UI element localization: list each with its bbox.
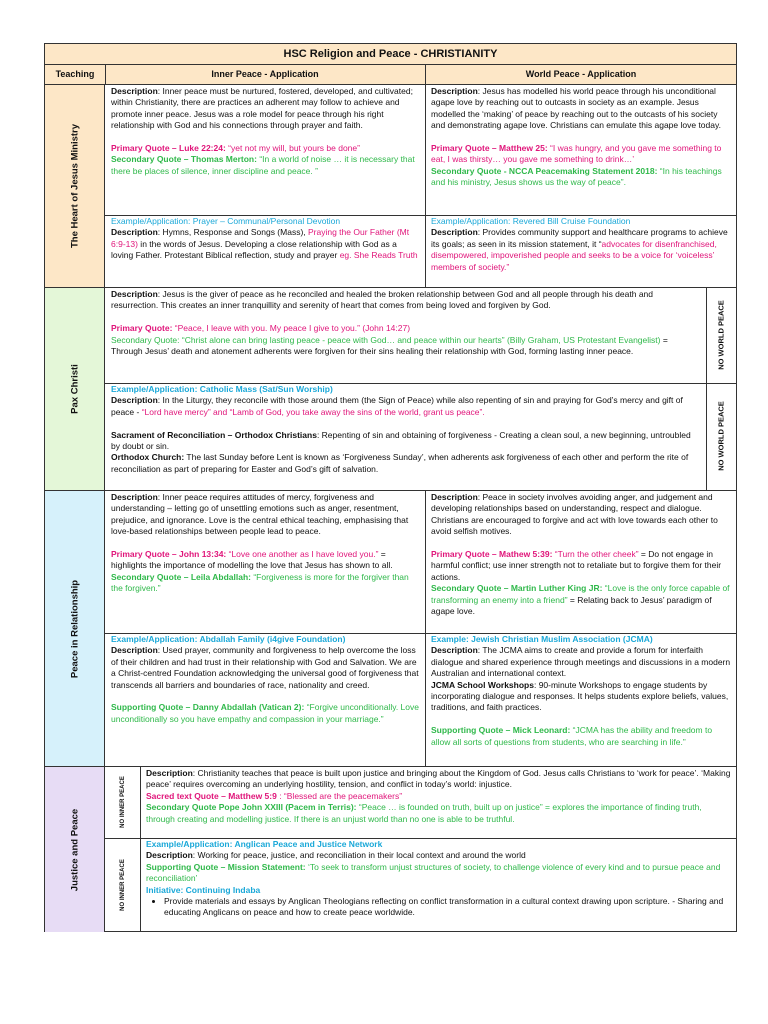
label: Description bbox=[431, 227, 478, 238]
label: Description bbox=[431, 492, 478, 502]
label: Description bbox=[111, 395, 158, 406]
document-table bbox=[44, 43, 737, 932]
label: Example/Application bbox=[111, 216, 189, 226]
label: Description bbox=[111, 645, 158, 656]
text: = Through Jesus’ death and atonement adherents were forgiven for their sins healing their relationship with God, forming lasting inner peace. bbox=[111, 334, 668, 357]
no-world-peace-note: NO WORLD PEACE bbox=[716, 401, 726, 471]
relationship-inner-cell bbox=[106, 492, 425, 595]
section-pax bbox=[45, 287, 736, 490]
quote: Secondary Quote: “Christ alone can bring lasting peace - peace with God… and peace within our hearts” (Billy Graham, US Protestant Evangelist) bbox=[111, 334, 661, 345]
quote-label: Primary Quote – John 13:34: bbox=[111, 549, 227, 560]
label: Description bbox=[111, 227, 158, 238]
quote: : “Blessed are the peacemakers” bbox=[276, 790, 403, 801]
no-inner-peace-note: NO INNER PEACE bbox=[120, 776, 126, 828]
example-title: : Prayer – Communal/Personal Devotion bbox=[188, 216, 341, 226]
quote: “In a world of noise … it is necessary that there be places of silence, inner discipline and peace. ” bbox=[111, 154, 415, 176]
text: The last Sunday before Lent is known as ‘Forgiveness Sunday’, when adherents ask forgiveness of each other and perform the rite of reconciliation as part of preparing for Easter and God’s gift of salvation. bbox=[111, 452, 689, 474]
example-title: Example/Application: Abdallah Family (i4give Foundation) bbox=[111, 634, 346, 644]
label: Description bbox=[146, 768, 193, 778]
text: : Hymns, Response and Songs (Mass), bbox=[157, 227, 308, 238]
quote: “Peace, I leave with you. My peace I give to you.” (John 14:27) bbox=[172, 323, 411, 334]
text: = Relating back to Jesus’ paradigm of agape love. bbox=[431, 594, 712, 617]
description: : Jesus is the giver of peace as he reconciled and healed the broken relationship between God and all people through his death and resurrection. This creates an inner tranquillity and serenity of heart that comes from being loved and forgiven by God. bbox=[111, 289, 653, 311]
side-label-pax-text: Pax Christi bbox=[69, 364, 80, 414]
label: Description bbox=[431, 645, 478, 656]
relationship-world-example bbox=[426, 634, 736, 748]
quote-label: Primary Quote: bbox=[111, 323, 173, 334]
label: Description bbox=[111, 492, 158, 502]
quote-label: Secondary Quote - NCCA Peacemaking Statement 2018: bbox=[431, 165, 658, 176]
text: : Working for peace, justice, and reconciliation in their local context and around the world bbox=[192, 850, 526, 861]
label: Description bbox=[111, 86, 158, 96]
example-title: : Revered Bill Cruise Foundation bbox=[508, 216, 631, 226]
side-label-justice bbox=[45, 767, 105, 932]
pax-bottom-cell bbox=[106, 384, 706, 475]
label: Orthodox Church: bbox=[111, 452, 185, 463]
text: : In the Liturgy, they reconcile with those around them (the Sign of Peace) while also repenting of sin and praying for God’s mercy and gift of peace - bbox=[111, 395, 683, 417]
quote: “JCMA has the ability and freedom to allow all sorts of questions from students, who are searching in life.” bbox=[431, 725, 713, 747]
quote-label: Supporting Quote – Mission Statement: bbox=[146, 861, 306, 872]
description: : Christianity teaches that peace is built upon justice and bringing about the Kingdom of God. Jesus calls Christians to ‘work for peace’. ‘Making peace’ requires overcoming an underlying hostility, tension, and conflict in today’s world: injustice. bbox=[146, 768, 731, 790]
quote: ‘To seek to transform unjust structures of society, to challenge violence of every kind and to pursue peace and reconciliation’ bbox=[146, 861, 721, 884]
description: : Inner peace requires attitudes of mercy, forgiveness and understanding – letting go of unsettling emotions such as anger, resentment, prejudice, and ignorance. Love is the central ethical teaching, emphasising that love-based relationships between people lead to peace. bbox=[111, 492, 409, 537]
text: Praying the Our Father (Mt 6:9-13) bbox=[111, 227, 410, 249]
header-inner-peace: Inner Peace - Application bbox=[105, 65, 426, 84]
list-item: • Provide materials and essays by Anglican Theologians reflecting on conflict transformation in a cultural context drawing upon scripture. - Sharing and educating Anglicans on peace and how to create peace worldwide. bbox=[164, 896, 731, 919]
heart-world-cell bbox=[426, 86, 736, 189]
side-label-heart bbox=[45, 85, 105, 287]
side-label-relationship bbox=[45, 491, 105, 766]
side-label-relationship-text: Peace in Relationship bbox=[69, 579, 80, 678]
quote-label: Primary Quote – Matthew 25: bbox=[431, 143, 548, 154]
side-label-heart-text: The Heart of Jesus Ministry bbox=[69, 123, 80, 249]
quote: “yet not my will, but yours be done” bbox=[225, 143, 360, 154]
text: “Lord have mercy” and “Lamb of God, you take away the sins of the world, grant us peace”. bbox=[141, 406, 485, 417]
label: JCMA School Workshops bbox=[431, 679, 534, 690]
example-title: Example/Application: Catholic Mass (Sat/Sun Worship) bbox=[111, 384, 333, 394]
text: : 90-minute Workshops to engage students by incorporating dialogue and responses. It helps students explore beliefs, values, traditions, and faith practices. bbox=[431, 679, 729, 713]
label: Example/Application bbox=[431, 216, 509, 226]
example-title: Example: Jewish Christian Muslim Association (JCMA) bbox=[431, 634, 653, 644]
description: : Jesus has modelled his world peace through his unconditional agape love by reaching out to outcasts in society as an example. Jesus modelled the ‘making’ of peace by reaching out to the outcasts of his society and demonstrating agape love. Christians can emulate this agape love today. bbox=[431, 86, 721, 131]
quote-label: Secondary Quote Pope John XXIII (Pacem in Terris): bbox=[146, 802, 357, 813]
quote-label: Secondary Quote – Thomas Merton: bbox=[111, 154, 257, 165]
label: Description bbox=[431, 86, 478, 96]
quote-label: Supporting Quote – Danny Abdallah (Vatican 2): bbox=[111, 702, 305, 713]
text: : The JCMA aims to create and provide a forum for interfaith dialogue and shared experience through meetings and discussions in a modern Australian and international context. bbox=[431, 645, 731, 679]
initiative-list bbox=[146, 896, 731, 919]
description: : Inner peace must be nurtured, fostered, developed, and cultivated; within Christianity, there are practices an adherent may follow to achieve and promote inner peace. Jesus was a role model for peace through his right relationship with God and his connections through prayer and faith. bbox=[111, 86, 413, 131]
side-label-justice-text: Justice and Peace bbox=[69, 808, 80, 891]
label: Sacrament of Reconciliation – Orthodox Christians bbox=[111, 429, 317, 440]
quote: “Peace … is founded on truth, built up on justice” = explores the importance of finding truth, through creating and modelling justice. If there is an unjust world than no one is able to be truthful. bbox=[146, 802, 702, 824]
quote: “Love one another as I have loved you.” bbox=[226, 549, 379, 560]
page-title: HSC Religion and Peace - CHRISTIANITY bbox=[45, 44, 736, 64]
text: : Provides community support and healthcare programs to achieve its goals; as seen in its mission statement, it “ bbox=[431, 227, 728, 249]
quote-label: Primary Quote – Mathew 5:39: bbox=[431, 549, 553, 560]
quote-label: Secondary Quote – Leila Abdallah: bbox=[111, 571, 251, 582]
quote-label: Sacred text Quote – Matthew 5:9 bbox=[146, 790, 277, 801]
quote-label: Primary Quote – Luke 22:24: bbox=[111, 143, 226, 154]
initiative-title: Initiative: Continuing Indaba bbox=[146, 884, 261, 895]
pax-top-cell bbox=[106, 289, 706, 357]
quote-label: Supporting Quote – Mick Leonard: bbox=[431, 725, 571, 736]
quote: “Turn the other cheek” bbox=[552, 549, 639, 560]
quote: “Forgiveness is more for the forgiver than the forgiven.” bbox=[111, 571, 409, 594]
example-title: Example/Application: Anglican Peace and Justice Network bbox=[146, 839, 383, 849]
quote: “Love is the only force capable of transforming an enemy into a friend” bbox=[431, 583, 730, 605]
section-justice bbox=[45, 766, 736, 931]
no-world-peace-note: NO WORLD PEACE bbox=[716, 300, 726, 370]
heart-inner-cell bbox=[106, 86, 425, 177]
no-inner-peace-note: NO INNER PEACE bbox=[120, 859, 126, 911]
relationship-inner-example bbox=[106, 634, 425, 725]
text: = Do not engage in harmful conflict; use inner strength not to retaliate but to forgive them for their actions. bbox=[431, 549, 722, 582]
quote: “Forgive unconditionally. Love unconditionally so you have empathy and compassion in your marriage.” bbox=[111, 702, 419, 724]
quote-label: Secondary Quote – Martin Luther King JR: bbox=[431, 583, 603, 594]
text: in the words of Jesus. Developing a close relationship with God as a loving Father. Protestant Biblical reflection, study and prayer bbox=[111, 238, 397, 261]
justice-bottom-cell bbox=[141, 839, 736, 919]
text: : Repenting of sin and obtaining of forgiveness - Creating a clean soul, a new beginning, untroubled by doubt or sin. bbox=[111, 429, 691, 452]
text: advocates for disenfranchised, disempowered, impoverished people and seeks to be a voice for ‘voiceless’ members of society.” bbox=[431, 238, 717, 272]
section-heart bbox=[45, 84, 736, 287]
quote: “I was hungry, and you gave me something to eat, I was thirsty… you gave me something to drink…’ bbox=[431, 143, 722, 165]
justice-top-cell bbox=[141, 768, 736, 825]
section-relationship bbox=[45, 490, 736, 766]
header-teaching: Teaching bbox=[45, 65, 106, 84]
label: Description bbox=[111, 289, 158, 299]
heart-inner-example bbox=[106, 216, 425, 262]
quote: “In his teachings and his ministry, Jesus shows us the way of peace”. bbox=[431, 165, 722, 188]
text: = highlights the importance of modelling the love that Jesus has shown to all. bbox=[111, 549, 393, 571]
header-row bbox=[45, 64, 736, 84]
description: : Peace in society involves avoiding anger, and judgement and developing relationships based on understanding, respect and dialogue. Christians are encouraged to forgive and act with love towards each other to avoid selfish motives. bbox=[431, 492, 718, 537]
label: Description bbox=[146, 850, 193, 861]
side-label-pax bbox=[45, 288, 105, 490]
text: : Used prayer, community and forgiveness to help overcome the loss of their children and had trust in their relationship with God and Salvation. We are a Christ-centred Foundation acknowledging the universal good of forgiveness that transcends all barriers and boundaries of race, nationality and creed. bbox=[111, 645, 419, 690]
heart-world-example bbox=[426, 216, 736, 273]
relationship-world-cell bbox=[426, 492, 736, 617]
text: eg. She Reads Truth bbox=[339, 250, 418, 261]
header-world-peace: World Peace - Application bbox=[525, 69, 637, 79]
